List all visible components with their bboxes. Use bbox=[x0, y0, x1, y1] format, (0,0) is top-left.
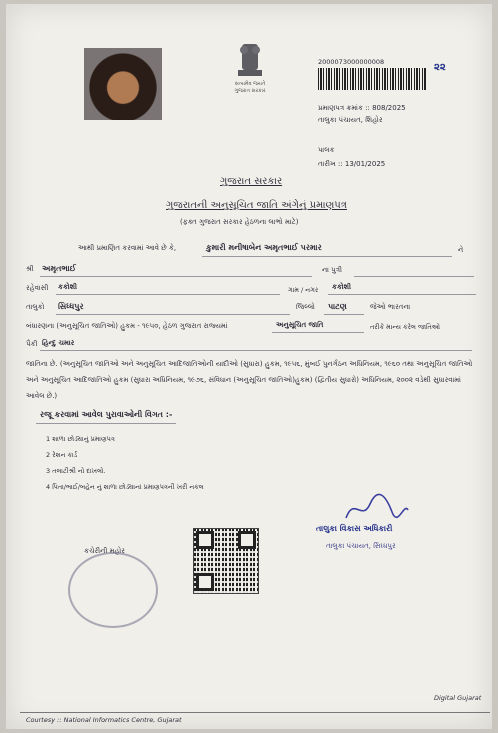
officer-title: તાલુકા વિકાસ અધિકારી bbox=[316, 524, 393, 533]
certificate-title: ગુજરાતની અનુસૂચિત જાતિ અંગેનું પ્રમાણપત્ર bbox=[166, 200, 347, 211]
barcode bbox=[318, 68, 426, 90]
district-label: જિલ્લો bbox=[296, 303, 315, 311]
shri-label: શ્રી bbox=[26, 265, 34, 273]
evidence-heading: રજૂ કરવામાં આવેલ પુરાવાઓની વિગત :- bbox=[40, 410, 173, 419]
state-emblem-icon bbox=[228, 40, 272, 94]
subcaste-value: હિન્દુ ચમાર bbox=[42, 339, 75, 347]
office-stamp-label: કચેરીની મહોર bbox=[84, 547, 125, 555]
father-name: અમૃતભાઈ bbox=[42, 264, 76, 273]
certificate-number: પ્રમાણપત્ર ક્રમાંક :: 808/2025 bbox=[318, 104, 406, 112]
constitution-tail: તરીકે માન્ય કરેલ જાતિઓ bbox=[370, 323, 441, 331]
taluka-label: તાલુકો bbox=[26, 303, 45, 311]
residence-value: કકોશી bbox=[58, 283, 78, 291]
applicant-name: કુમારી મનીષાબેન અમૃતભાઈ પરમાર bbox=[206, 243, 322, 252]
officer-office: તાલુકા પંચાયત, સિધ્ધપુર bbox=[326, 542, 396, 550]
evidence-item: 4 પિતા/ભાઈ/બહેન નું શાળા છોડ્યાનાં પ્રમાણપત્રની ખરી નકલ bbox=[46, 483, 204, 491]
certificate-page bbox=[6, 4, 492, 729]
handwritten-serial: ૨૨ bbox=[434, 62, 446, 73]
office-seal bbox=[68, 552, 158, 628]
subcaste-prefix: પૈકી bbox=[26, 340, 38, 348]
digital-gujarat: Digital Gujarat bbox=[434, 694, 482, 702]
evidence-item: 1 શાળા છોડ્યાનું પ્રમાણપત્ર bbox=[46, 435, 115, 443]
name-suffix: ને bbox=[458, 246, 464, 254]
issue-date: તારીખ :: 13/01/2025 bbox=[318, 160, 386, 168]
evidence-item: 3 તલાટીશ્રી નો દાખલો. bbox=[46, 467, 106, 475]
qr-code bbox=[193, 528, 259, 594]
district-value: પાટણ bbox=[328, 302, 347, 311]
issuing-office: તાલુકા પંચાયત, શિહોર bbox=[318, 116, 383, 124]
emblem-caption: ગુજરાત સરકાર bbox=[234, 88, 266, 94]
applicant-photo bbox=[84, 48, 162, 120]
evidence-item: 2 રેશન કાર્ડ bbox=[46, 451, 78, 459]
courtesy-footer: Courtesy :: National Informatics Centre, Gujarat bbox=[26, 716, 182, 724]
certificate-subtitle: (ફક્ત ગુજરાત સરકાર હેઠળના લાભો માટે) bbox=[180, 218, 299, 226]
constitution-line: બંધારણના (અનુસૂચિત જાતિઓ) હુકમ - ૧૯૫૦, હેઠળ ગુજરાત રાજ્યમાં bbox=[26, 322, 228, 330]
government-title: ગુજરાત સરકાર bbox=[220, 176, 283, 187]
emblem-motto: સત્યમેવ જયતે bbox=[234, 81, 266, 87]
officer-signature bbox=[342, 492, 412, 526]
taluka-value: સિધ્ધપુર bbox=[58, 302, 84, 311]
village-label: ગામ / નગર bbox=[288, 286, 319, 294]
place: પાલક bbox=[318, 146, 335, 154]
certify-prefix: આથી પ્રમાણિત કરવામાં આવે છે કે, bbox=[78, 244, 177, 252]
daughter-of-label: ના પુત્રી bbox=[322, 266, 343, 274]
state-suffix: જેઓ ભારતના bbox=[370, 303, 411, 311]
residence-label: રહેવાસી bbox=[26, 284, 49, 292]
barcode-number: 2000073000000008 bbox=[318, 58, 385, 66]
caste-type: અનુસૂચિત જાતિ bbox=[276, 321, 324, 329]
legal-paragraph: જાતિના છે. (અનુસૂચિત જાતિઓ અને અનુસૂચિત આદિજાતિઓની યાદીઓ (સુધારા) હુકમ, ૧૯૫૬, મુંબઈ પુનર્ગઠન અધિનિયમ, ૧૯૬૦ તથા અનુસૂચિત જાતિઓ અને અનુસૂચિત આદિજાતિઓ હુકમ (સુધારા અધિનિયમ, ૧૯૭૬, સંવિધાન (અનુસૂચિત જાતિઓ)હુકમ) (દ્વિતીય સુધારો) અધિનિયમ, ૨૦૦૨ વડેથી સુધારવામાં આવેલ છે.) bbox=[26, 360, 473, 400]
village-value: કકોશી bbox=[332, 283, 352, 291]
